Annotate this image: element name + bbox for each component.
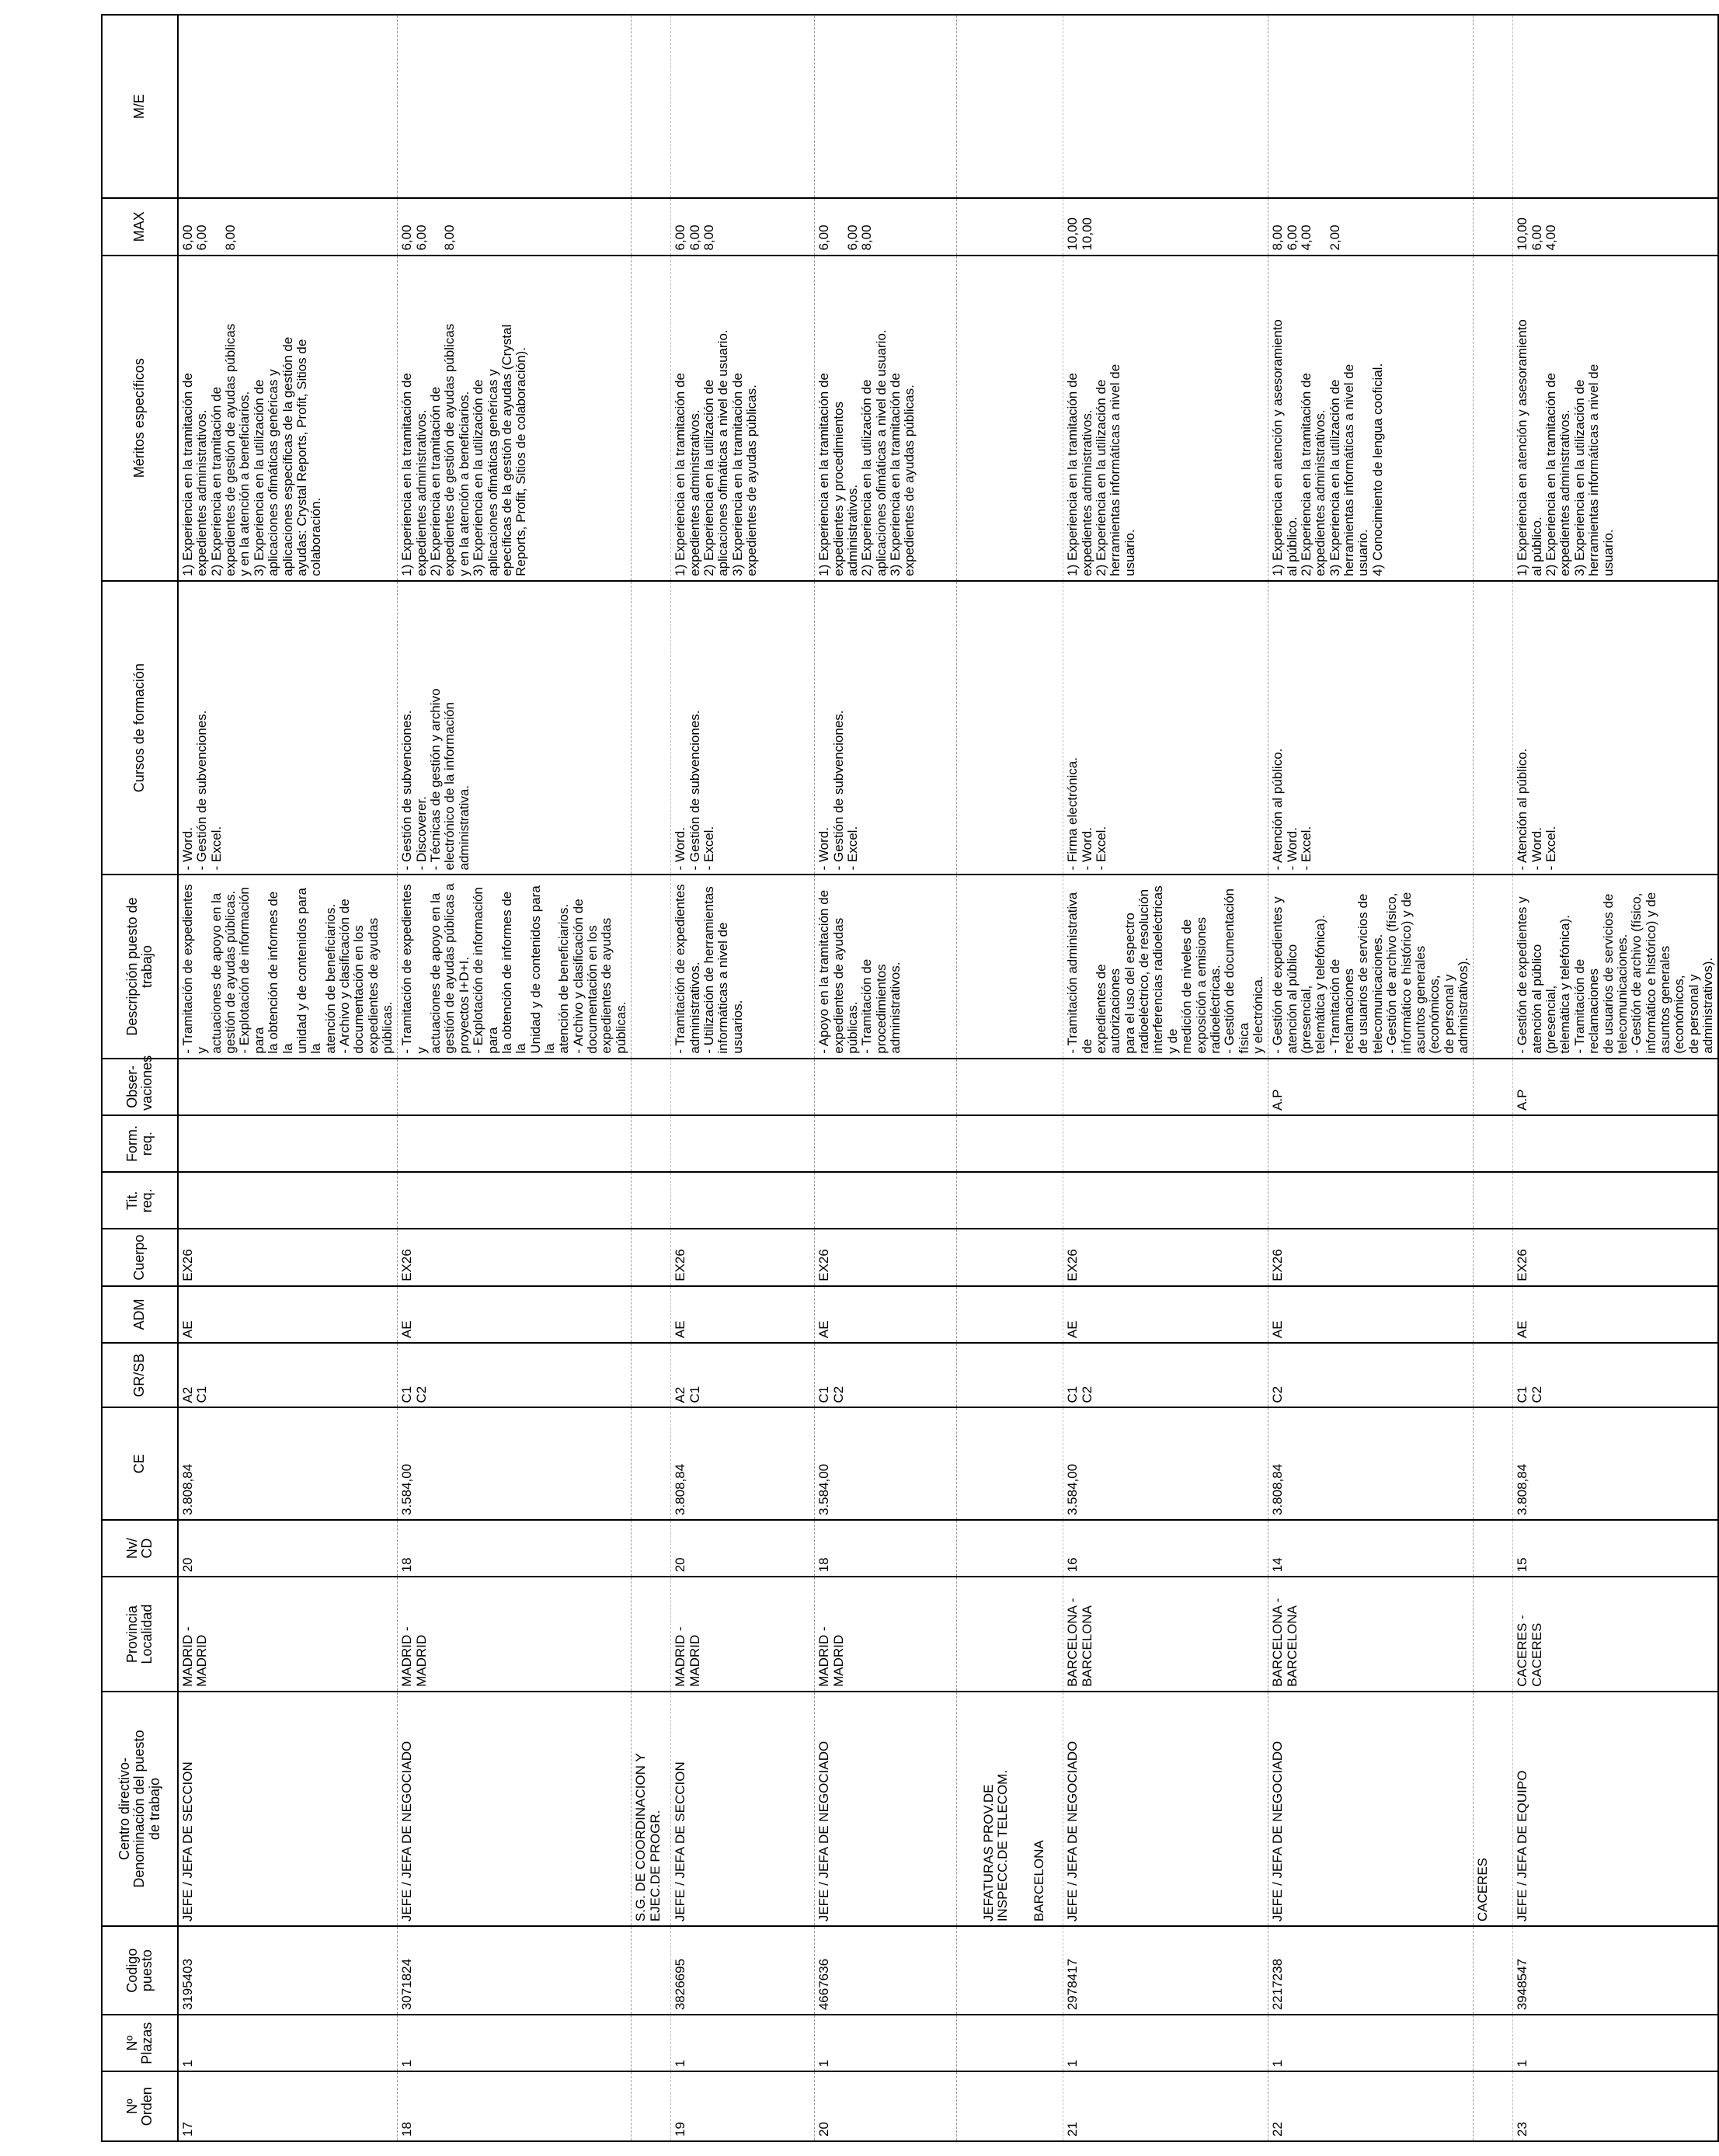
- cell-orden: 22: [1268, 2071, 1474, 2141]
- cell-orden: 18: [398, 2071, 632, 2141]
- cell-nivel: 20: [178, 1520, 398, 1577]
- cell-meritos: 1) Experiencia en la tramitación de expedientes administrativos. 2) Experiencia en la utilización de herramientas informáticas a nivel de usuario.: [1063, 256, 1268, 581]
- cell-cuerpo: EX26: [671, 1229, 815, 1285]
- cell-descripcion: - Tramitación de expedientes y actuaciones de apoyo en la gestión de ayudas públicas. - Explotación de información para la obtención de informes de la unidad y de contenidos para la atención de beneficiarios. - Archivo y clasificación de documentación en los expedientes de ayudas públicas.: [178, 875, 398, 1059]
- cell-cuerpo: EX26: [1268, 1229, 1474, 1285]
- cell-orden: 17: [178, 2071, 398, 2141]
- group-label-sg: S.G. DE COORDINACION Y EJEC.DE PROGR.: [632, 1692, 671, 1926]
- cell-descripcion: - Gestión de expedientes y atención al público (presencial, telemática y telefónica). - Tramitación de reclamaciones de usuarios de servicios de telecomunicaciones. - Gestión de archivo (físico, informático e histórico) y de asuntos generales (económicos, de personal y administrativos).: [1268, 875, 1474, 1059]
- cell-nivel: 14: [1268, 1520, 1474, 1577]
- cell-plazas: 1: [178, 2015, 398, 2071]
- group-row-jefaturas: [957, 15, 1063, 2141]
- cell-nivel: 16: [1063, 1520, 1268, 1577]
- cell-centro: JEFE / JEFA DE SECCION: [178, 1692, 398, 1926]
- cell-provincia: MADRID - MADRID: [671, 1577, 815, 1692]
- cell-max: 6,00 6,00 8,00: [178, 198, 398, 255]
- cell-me: [1513, 15, 1719, 198]
- cell-descripcion: - Apoyo en la tramitación de expedientes de ayudas públicas. - Tramitación de procedimientos administrativos.: [815, 875, 957, 1059]
- cell-cursos: - Gestión de subvenciones. - Discoverer. - Técnicas de gestión y archivo electrónico de la información administrativa.: [398, 581, 632, 875]
- cell-form: [815, 1115, 957, 1172]
- cell-orden: 20: [815, 2071, 957, 2141]
- header-plazas: Nº Plazas: [102, 2015, 178, 2071]
- cell-tit: [398, 1172, 632, 1229]
- header-cuerpo: Cuerpo: [102, 1229, 178, 1285]
- header-ce: CE: [102, 1407, 178, 1520]
- cell-descripcion: - Gestión de expedientes y atención al público (presencial, telemática y telefónica). - Tramitación de reclamaciones de usuarios de servicios de telecomunicaciones. - Gestión de archivo (físico, informático e histórico) y de asuntos generales (económicos, de personal y administrativos).: [1513, 875, 1719, 1059]
- cell-max: 10,00 10,00: [1063, 198, 1268, 255]
- cell-ce: 3.584,00: [398, 1407, 632, 1520]
- cell-provincia: MADRID - MADRID: [398, 1577, 632, 1692]
- table-header-row: [102, 15, 178, 2141]
- cell-centro: JEFE / JEFA DE EQUIPO: [1513, 1692, 1719, 1926]
- cell-plazas: 1: [398, 2015, 632, 2071]
- table-row: [1268, 15, 1474, 2141]
- cell-max: 10,00 6,00 4,00: [1513, 198, 1719, 255]
- cell-form: [1063, 1115, 1268, 1172]
- cell-me: [671, 15, 815, 198]
- cell-tit: [1513, 1172, 1719, 1229]
- cell-cuerpo: EX26: [1513, 1229, 1719, 1285]
- cell-adm: AE: [815, 1286, 957, 1343]
- cell-form: [1513, 1115, 1719, 1172]
- cell-descripcion: - Tramitación de expedientes administrativos. - Utilización de herramientas informáticas a nivel de usuarios.: [671, 875, 815, 1059]
- cell-ce: 3.808,84: [1268, 1407, 1474, 1520]
- cell-max: 6,00 6,00 8,00: [815, 198, 957, 255]
- table-row: [671, 15, 815, 2141]
- header-grupo: GR/SB: [102, 1343, 178, 1407]
- header-meritos: Méritos específicos: [102, 256, 178, 581]
- cell-adm: AE: [178, 1286, 398, 1343]
- cell-cuerpo: EX26: [815, 1229, 957, 1285]
- cell-orden: 23: [1513, 2071, 1719, 2141]
- cell-nivel: 20: [671, 1520, 815, 1577]
- cell-me: [398, 15, 632, 198]
- cell-codigo: 3948547: [1513, 1926, 1719, 2015]
- cell-ce: 3.584,00: [815, 1407, 957, 1520]
- cell-meritos: 1) Experiencia en la tramitación de expedientes y procedimientos administrativos. 2) Experiencia en la utilización de aplicaciones ofimáticas a nivel de usuario. 3) Experiencia en la tramitación de expedientes de ayudas públicas.: [815, 256, 957, 581]
- cell-ce: 3.584,00: [1063, 1407, 1268, 1520]
- cell-provincia: BARCELONA - BARCELONA: [1063, 1577, 1268, 1692]
- cell-max: 6,00 6,00 8,00: [398, 198, 632, 255]
- cell-provincia: CACERES - CACERES: [1513, 1577, 1719, 1692]
- job-positions-table: [101, 14, 1719, 2142]
- group-label-jefaturas: JEFATURAS PROV.DE INSPECC.DE TELECOM.: [980, 1769, 1010, 1922]
- cell-cursos: - Atención al público. - Word. - Excel.: [1513, 581, 1719, 875]
- cell-tit: [178, 1172, 398, 1229]
- cell-obs: [1063, 1059, 1268, 1115]
- header-form: Form. req.: [102, 1115, 178, 1172]
- cell-me: [178, 15, 398, 198]
- cell-obs: [398, 1059, 632, 1115]
- cell-meritos: 1) Experiencia en atención y asesoramiento al público. 2) Experiencia en la tramitación de expedientes administrativos. 3) Experiencia en la utilización de herramientas informáticas a nivel de usuario. 4) Conocimiento de lengua cooficial.: [1268, 256, 1474, 581]
- cell-adm: AE: [1063, 1286, 1268, 1343]
- cell-grupo: A2 C1: [178, 1343, 398, 1407]
- cell-provincia: MADRID - MADRID: [178, 1577, 398, 1692]
- header-me: M/E: [102, 15, 178, 198]
- cell-codigo: 2978417: [1063, 1926, 1268, 2015]
- cell-nivel: 15: [1513, 1520, 1719, 1577]
- cell-ce: 3.808,84: [178, 1407, 398, 1520]
- header-cursos: Cursos de formación: [102, 581, 178, 875]
- cell-max: 8,00 6,00 4,00 2,00: [1268, 198, 1474, 255]
- cell-tit: [671, 1172, 815, 1229]
- cell-plazas: 1: [671, 2015, 815, 2071]
- cell-nivel: 18: [398, 1520, 632, 1577]
- cell-descripcion: - Tramitación de expedientes y actuaciones de apoyo en la gestión de ayudas públicas a proyectos I+D+I. - Explotación de información para la obtención de informes de la Unidad y de contenidos para la atención de beneficiarios. - Archivo y clasificación de documentación en los expedientes de ayudas públicas.: [398, 875, 632, 1059]
- cell-centro: JEFE / JEFA DE NEGOCIADO: [398, 1692, 632, 1926]
- cell-form: [1268, 1115, 1474, 1172]
- cell-obs: A.P: [1268, 1059, 1474, 1115]
- table-row: [1063, 15, 1268, 2141]
- cell-cursos: - Word. - Gestión de subvenciones. - Excel.: [671, 581, 815, 875]
- cell-cuerpo: EX26: [398, 1229, 632, 1285]
- cell-tit: [1268, 1172, 1474, 1229]
- cell-meritos: 1) Experiencia en la tramitación de expedientes administrativos. 2) Experiencia en tramitación de expedientes de gestión de ayudas públicas y en la atención a beneficiarios. 3) Experiencia en la utilización de aplicaciones ofimáticas genéricas y aplicaciones específicas de la gestión de ayudas: Crystal Reports, Profit, Sitios de colaboración.: [178, 256, 398, 581]
- header-codigo: Codigo puesto: [102, 1926, 178, 2015]
- cell-centro: JEFE / JEFA DE NEGOCIADO: [1063, 1692, 1268, 1926]
- table-row: [815, 15, 957, 2141]
- cell-ce: 3.808,84: [671, 1407, 815, 1520]
- header-centro: Centro directivo- Denominación del puesto de trabajo: [102, 1692, 178, 1926]
- cell-max: 6,00 6,00 8,00: [671, 198, 815, 255]
- cell-grupo: C1 C2: [1513, 1343, 1719, 1407]
- cell-obs: [178, 1059, 398, 1115]
- cell-grupo: C1 C2: [815, 1343, 957, 1407]
- cell-cuerpo: EX26: [178, 1229, 398, 1285]
- cell-centro: JEFE / JEFA DE SECCION: [671, 1692, 815, 1926]
- cell-adm: AE: [398, 1286, 632, 1343]
- cell-codigo: 3071824: [398, 1926, 632, 2015]
- header-obs: Obser- vaciones: [102, 1059, 178, 1115]
- cell-provincia: MADRID - MADRID: [815, 1577, 957, 1692]
- cell-descripcion: - Tramitación administrativa de expedientes de autorizaciones para el uso del espectro radioeléctrico, de resolución interferencias radioeléctricas y de medición de niveles de exposición a emisiones radioeléctricas. - Gestión de documentación física y electrónica.: [1063, 875, 1268, 1059]
- group-row-sg: [632, 15, 671, 2141]
- group-label-barcelona: BARCELONA: [1031, 1840, 1046, 1922]
- group-row-caceres: [1474, 15, 1513, 2141]
- cell-obs: [815, 1059, 957, 1115]
- cell-form: [398, 1115, 632, 1172]
- cell-provincia: BARCELONA - BARCELONA: [1268, 1577, 1474, 1692]
- cell-cursos: - Firma electrónica. - Word. - Excel.: [1063, 581, 1268, 875]
- cell-plazas: 1: [1268, 2015, 1474, 2071]
- header-tit: Tit. req.: [102, 1172, 178, 1229]
- cell-meritos: 1) Experiencia en atención y asesoramiento al público. 2) Experiencia en la tramitación de expedientes administrativos. 3) Experiencia en la utilización de herramientas informáticas a nivel de usuario.: [1513, 256, 1719, 581]
- cell-meritos: 1) Experiencia en la tramitación de expedientes administrativos. 2) Experiencia en tramitación de expedientes de gestión de ayudas públicas y en la atención a beneficiarios. 3) Experiencia en la utilización de aplicaciones ofimáticas genéricas y epecíficas de la gestión de ayudas (Crystal Reports, Profit, Sitios de colaboración).: [398, 256, 632, 581]
- cell-codigo: 3826695: [671, 1926, 815, 2015]
- table-row: [178, 15, 398, 2141]
- cell-adm: AE: [671, 1286, 815, 1343]
- table-row: [1513, 15, 1719, 2141]
- header-max: MAX: [102, 198, 178, 255]
- header-nivel: Nv/ CD: [102, 1520, 178, 1577]
- header-provincia: Provincia Localidad: [102, 1577, 178, 1692]
- cell-meritos: 1) Experiencia en la tramitación de expedientes administrativos. 2) Experiencia en la utilización de aplicaciones ofimáticas a nivel de usuario. 3) Experiencia en la tramitación de expedientes de ayudas públicas.: [671, 256, 815, 581]
- cell-centro: JEFE / JEFA DE NEGOCIADO: [815, 1692, 957, 1926]
- cell-plazas: 1: [1063, 2015, 1268, 2071]
- cell-cursos: - Atención al público. - Word. - Excel.: [1268, 581, 1474, 875]
- cell-cursos: - Word. - Gestión de subvenciones. - Excel.: [178, 581, 398, 875]
- cell-plazas: 1: [1513, 2015, 1719, 2071]
- cell-codigo: 3195403: [178, 1926, 398, 2015]
- cell-adm: AE: [1268, 1286, 1474, 1343]
- cell-tit: [1063, 1172, 1268, 1229]
- header-orden: Nº Orden: [102, 2071, 178, 2141]
- cell-plazas: 1: [815, 2015, 957, 2071]
- cell-orden: 21: [1063, 2071, 1268, 2141]
- cell-nivel: 18: [815, 1520, 957, 1577]
- cell-form: [671, 1115, 815, 1172]
- table-row: [398, 15, 632, 2141]
- group-label-caceres: CACERES: [1474, 1692, 1513, 1926]
- cell-grupo: C2: [1268, 1343, 1474, 1407]
- header-descripcion: Descripción puesto de trabajo: [102, 875, 178, 1059]
- cell-tit: [815, 1172, 957, 1229]
- cell-me: [815, 15, 957, 198]
- cell-me: [1063, 15, 1268, 198]
- cell-grupo: C1 C2: [398, 1343, 632, 1407]
- cell-ce: 3.808,84: [1513, 1407, 1719, 1520]
- cell-cursos: - Word. - Gestión de subvenciones. - Excel.: [815, 581, 957, 875]
- cell-form: [178, 1115, 398, 1172]
- cell-grupo: A2 C1: [671, 1343, 815, 1407]
- cell-adm: AE: [1513, 1286, 1719, 1343]
- cell-orden: 19: [671, 2071, 815, 2141]
- header-adm: ADM: [102, 1286, 178, 1343]
- cell-obs: A.P: [1513, 1059, 1719, 1115]
- cell-cuerpo: EX26: [1063, 1229, 1268, 1285]
- cell-codigo: 2217238: [1268, 1926, 1474, 2015]
- cell-grupo: C1 C2: [1063, 1343, 1268, 1407]
- cell-me: [1268, 15, 1474, 198]
- cell-obs: [671, 1059, 815, 1115]
- cell-codigo: 4667636: [815, 1926, 957, 2015]
- cell-centro: JEFE / JEFA DE NEGOCIADO: [1268, 1692, 1474, 1926]
